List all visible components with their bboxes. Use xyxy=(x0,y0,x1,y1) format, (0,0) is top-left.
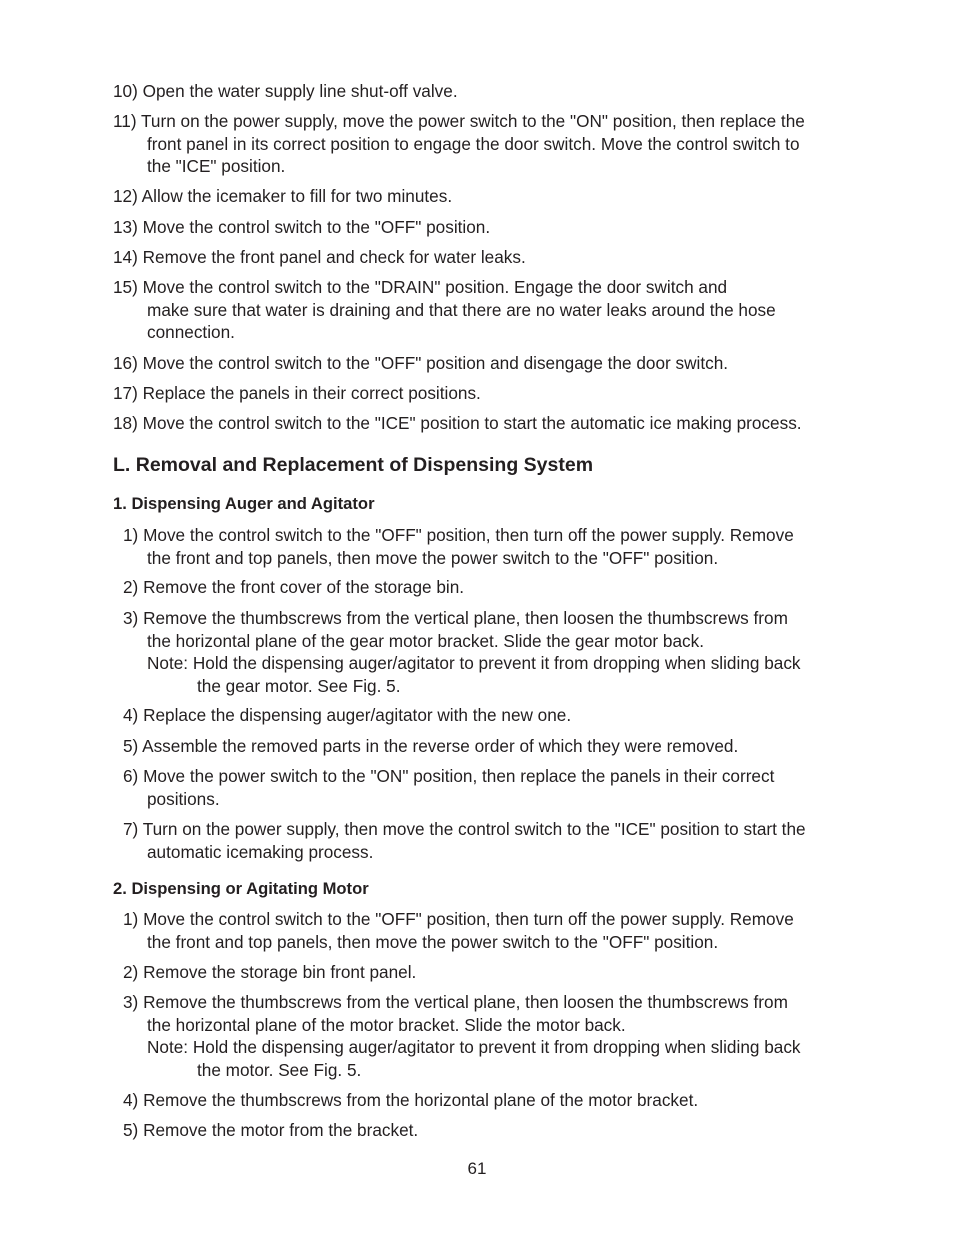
sub1-step-5: 5) Assemble the removed parts in the reverse order of which they were removed. xyxy=(123,736,739,756)
sub2-step-3: 3) Remove the thumbscrews from the vertical plane, then loosen the thumbscrews from the horizontal plane of the motor bracket. Slide the motor back. xyxy=(123,992,788,1035)
step-18: 18) Move the control switch to the "ICE" position to start the automatic ice making process. xyxy=(113,413,802,433)
sub1-step-4: 4) Replace the dispensing auger/agitator with the new one. xyxy=(123,705,572,725)
page-number: 61 xyxy=(467,1159,487,1178)
sub1-step-7: 7) Turn on the power supply, then move the control switch to the "ICE" position to start the automatic icemaking process. xyxy=(123,819,806,862)
sub1-note: Note: Hold the dispensing auger/agitator to prevent it from dropping when sliding back the gear motor. See Fig. 5. xyxy=(147,653,801,696)
step-17: 17) Replace the panels in their correct positions. xyxy=(113,383,481,403)
step-11: 11) Turn on the power supply, move the power switch to the "ON" position, then replace the front panel in its correct position to engage the door switch. Move the control switch to the "ICE" position. xyxy=(113,111,805,177)
step-12: 12) Allow the icemaker to fill for two minutes. xyxy=(113,186,453,206)
step-16: 16) Move the control switch to the "OFF" position and disengage the door switch. xyxy=(113,353,729,373)
step-15: 15) Move the control switch to the "DRAIN" position. Engage the door switch and make sure that water is draining and that there are no water leaks around the hose connection. xyxy=(113,277,776,343)
sub2-step-4: 4) Remove the thumbscrews from the horizontal plane of the motor bracket. xyxy=(123,1090,699,1110)
sub2-note: Note: Hold the dispensing auger/agitator to prevent it from dropping when sliding back the motor. See Fig. 5. xyxy=(147,1037,801,1080)
subsection-title-2: 2. Dispensing or Agitating Motor xyxy=(113,879,369,898)
sub1-step-3: 3) Remove the thumbscrews from the vertical plane, then loosen the thumbscrews from the horizontal plane of the gear motor bracket. Slide the gear motor back. xyxy=(123,608,788,651)
section-heading: L. Removal and Replacement of Dispensing System xyxy=(113,454,594,476)
sub2-step-1: 1) Move the control switch to the "OFF" position, then turn off the power supply. Remove the front and top panels, then move the power switch to the "OFF" position. xyxy=(123,909,794,952)
step-13: 13) Move the control switch to the "OFF" position. xyxy=(113,217,491,237)
step-14: 14) Remove the front panel and check for water leaks. xyxy=(113,247,526,267)
sub2-step-5: 5) Remove the motor from the bracket. xyxy=(123,1120,419,1140)
subsection-title-1: 1. Dispensing Auger and Agitator xyxy=(113,494,375,513)
sub1-step-2: 2) Remove the front cover of the storage bin. xyxy=(123,577,465,597)
sub1-step-1: 1) Move the control switch to the "OFF" position, then turn off the power supply. Remove the front and top panels, then move the power switch to the "OFF" position. xyxy=(123,525,794,568)
sub1-step-6: 6) Move the power switch to the "ON" position, then replace the panels in their correct positions. xyxy=(123,766,775,809)
step-10: 10) Open the water supply line shut-off valve. xyxy=(113,81,458,101)
sub2-step-2: 2) Remove the storage bin front panel. xyxy=(123,962,417,982)
